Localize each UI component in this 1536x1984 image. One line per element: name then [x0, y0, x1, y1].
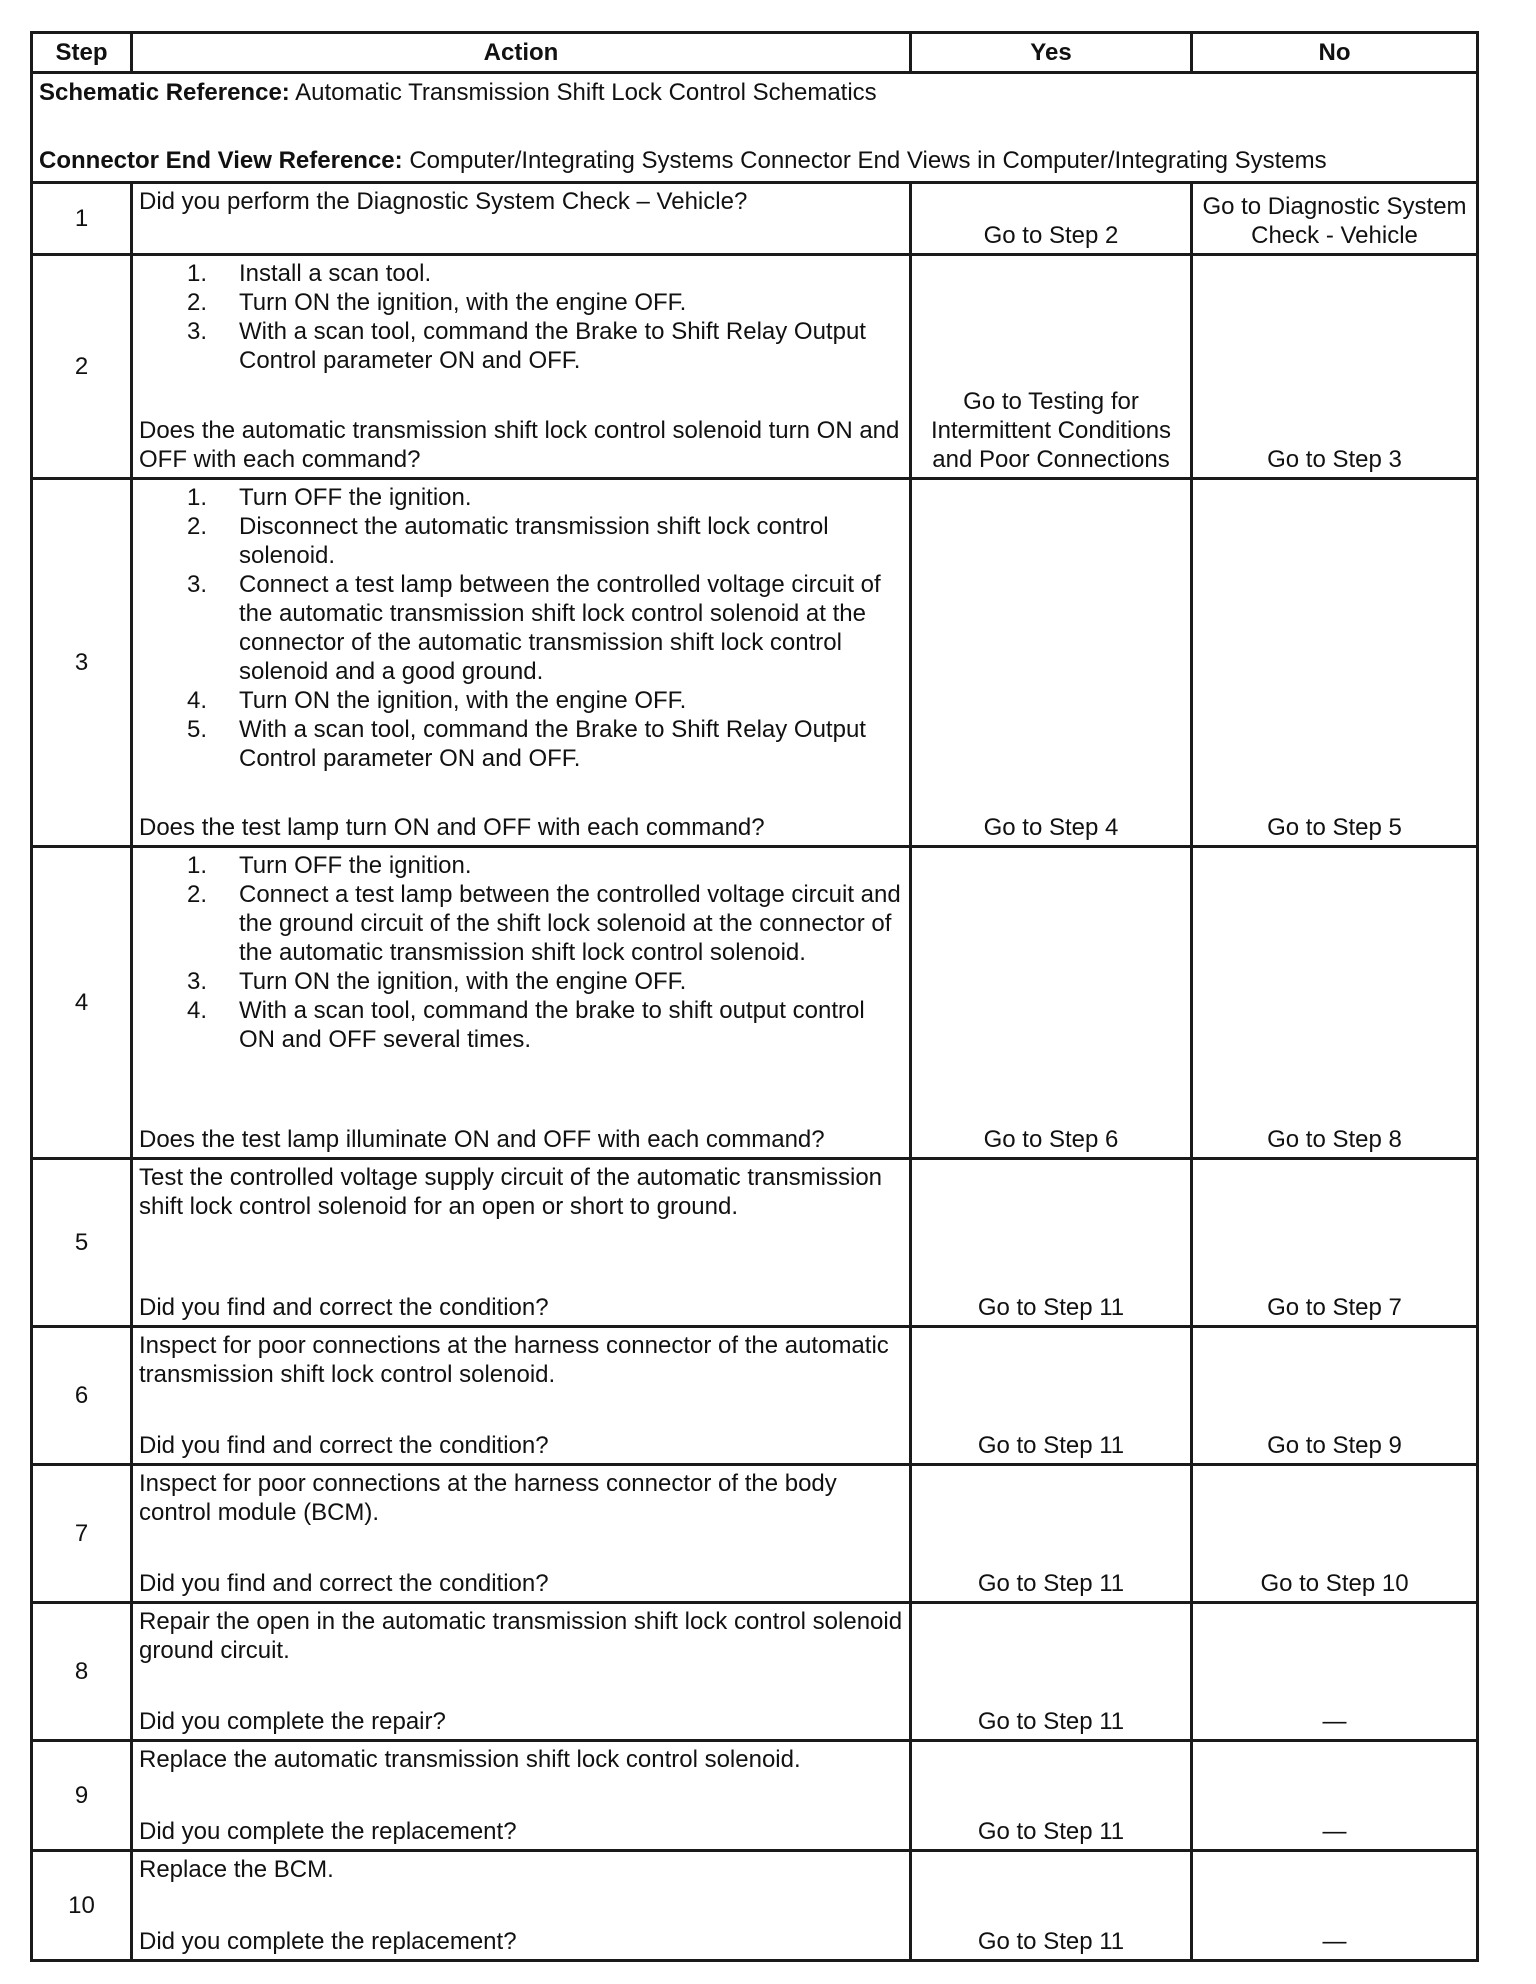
yes-result: Go to Step 11 — [911, 1465, 1192, 1603]
yes-result: Go to Step 6 — [911, 847, 1192, 1159]
step-number: 1 — [32, 183, 132, 255]
step-number: 6 — [32, 1327, 132, 1465]
yes-result: Go to Step 2 — [911, 183, 1192, 255]
step-row — [32, 1603, 1478, 1741]
no-result: Go to Step 3 — [1192, 255, 1478, 479]
yes-result: Go to Step 11 — [911, 1603, 1192, 1741]
connector-reference — [39, 146, 1470, 175]
action-instruction: Did you perform the Diagnostic System Check – Vehicle? — [139, 188, 748, 215]
step-row — [32, 1159, 1478, 1327]
action-step-item: 4. Turn ON the ignition, with the engine OFF. — [186, 687, 687, 714]
action-step-item: 2. Connect a test lamp between the controlled voltage circuit and the ground circuit of the shift lock solenoid at the connector of the automatic transmission shift lock control solenoid. — [186, 881, 901, 966]
action-instruction: Replace the automatic transmission shift lock control solenoid. — [139, 1746, 801, 1773]
step-action — [132, 255, 911, 479]
step-row — [32, 183, 1478, 255]
action-question: Does the test lamp illuminate ON and OFF with each command? — [139, 1126, 825, 1153]
step-row — [32, 1327, 1478, 1465]
action-step-list — [139, 259, 903, 375]
action-step-item: 5. With a scan tool, command the Brake to Shift Relay Output Control parameter ON and OFF. — [186, 716, 866, 772]
no-result: Go to Step 7 — [1192, 1159, 1478, 1327]
header-action: Action — [132, 33, 911, 73]
reference-row — [32, 73, 1478, 183]
action-instruction: Replace the BCM. — [139, 1856, 334, 1883]
action-step-item: 2. Turn ON the ignition, with the engine OFF. — [186, 289, 687, 316]
step-number: 10 — [32, 1851, 132, 1961]
no-result: Go to Diagnostic System Check - Vehicle — [1192, 183, 1478, 255]
action-step-item: 2. Disconnect the automatic transmission shift lock control solenoid. — [186, 513, 829, 569]
schematic-reference — [39, 78, 1470, 107]
step-number: 9 — [32, 1741, 132, 1851]
action-step-list — [139, 483, 903, 773]
yes-result: Go to Step 4 — [911, 479, 1192, 847]
action-instruction: Repair the open in the automatic transmission shift lock control solenoid ground circuit. — [139, 1608, 903, 1664]
diagnostic-table — [30, 31, 1479, 1962]
step-number: 8 — [32, 1603, 132, 1741]
step-action — [132, 479, 911, 847]
yes-result: Go to Step 11 — [911, 1851, 1192, 1961]
no-result: Go to Step 10 — [1192, 1465, 1478, 1603]
yes-result: Go to Step 11 — [911, 1741, 1192, 1851]
reference-cell — [32, 73, 1478, 183]
step-action — [132, 1159, 911, 1327]
action-instruction: Inspect for poor connections at the harness connector of the body control module (BCM). — [139, 1470, 837, 1526]
no-result: — — [1192, 1603, 1478, 1741]
step-action — [132, 1603, 911, 1741]
step-action — [132, 1327, 911, 1465]
action-step-item: 1. Install a scan tool. — [186, 260, 432, 287]
step-number: 2 — [32, 255, 132, 479]
step-number: 5 — [32, 1159, 132, 1327]
step-row — [32, 1851, 1478, 1961]
yes-result: Go to Step 11 — [911, 1327, 1192, 1465]
action-step-item: 1. Turn OFF the ignition. — [186, 852, 472, 879]
action-question: Did you complete the repair? — [139, 1708, 446, 1735]
step-action — [132, 1465, 911, 1603]
action-question: Does the automatic transmission shift lock control solenoid turn ON and OFF with each command? — [139, 417, 900, 473]
action-step-item: 4. With a scan tool, command the brake to shift output control ON and OFF several times. — [186, 997, 865, 1053]
action-step-item: 3. Connect a test lamp between the controlled voltage circuit of the automatic transmission shift lock control solenoid at the connector of the automatic transmission shift lock control solenoid and a good ground. — [186, 571, 881, 685]
schematic-reference-text: Automatic Transmission Shift Lock Control Schematics — [295, 79, 877, 106]
step-number: 4 — [32, 847, 132, 1159]
step-action — [132, 1851, 911, 1961]
action-question: Did you find and correct the condition? — [139, 1570, 549, 1597]
action-question: Does the test lamp turn ON and OFF with each command? — [139, 814, 765, 841]
header-no: No — [1192, 33, 1478, 73]
no-result: Go to Step 8 — [1192, 847, 1478, 1159]
action-question: Did you complete the replacement? — [139, 1818, 517, 1845]
yes-result: Go to Step 11 — [911, 1159, 1192, 1327]
header-row — [32, 33, 1478, 73]
connector-reference-label: Connector End View Reference: — [39, 147, 403, 174]
step-number: 3 — [32, 479, 132, 847]
step-action — [132, 1741, 911, 1851]
action-question: Did you complete the replacement? — [139, 1928, 517, 1955]
header-step: Step — [32, 33, 132, 73]
step-row — [32, 847, 1478, 1159]
no-result: Go to Step 5 — [1192, 479, 1478, 847]
no-result: Go to Step 9 — [1192, 1327, 1478, 1465]
step-number: 7 — [32, 1465, 132, 1603]
action-step-item: 3. Turn ON the ignition, with the engine OFF. — [186, 968, 687, 995]
action-question: Did you find and correct the condition? — [139, 1432, 549, 1459]
action-instruction: Inspect for poor connections at the harness connector of the automatic transmission shift lock control solenoid. — [139, 1332, 889, 1388]
schematic-reference-label: Schematic Reference: — [39, 79, 290, 106]
header-yes: Yes — [911, 33, 1192, 73]
step-row — [32, 479, 1478, 847]
action-step-list — [139, 851, 903, 1054]
step-row — [32, 1741, 1478, 1851]
no-result: — — [1192, 1741, 1478, 1851]
yes-result: Go to Testing for Intermittent Conditions and Poor Connections — [911, 255, 1192, 479]
action-instruction: Test the controlled voltage supply circuit of the automatic transmission shift lock control solenoid for an open or short to ground. — [139, 1164, 883, 1220]
step-row — [32, 255, 1478, 479]
action-step-item: 1. Turn OFF the ignition. — [186, 484, 472, 511]
action-question: Did you find and correct the condition? — [139, 1294, 549, 1321]
step-row — [32, 1465, 1478, 1603]
no-result: — — [1192, 1851, 1478, 1961]
connector-reference-text: Computer/Integrating Systems Connector End Views in Computer/Integrating Systems — [409, 147, 1327, 174]
step-action — [132, 847, 911, 1159]
step-action — [132, 183, 911, 255]
action-step-item: 3. With a scan tool, command the Brake to Shift Relay Output Control parameter ON and OFF. — [186, 318, 866, 374]
